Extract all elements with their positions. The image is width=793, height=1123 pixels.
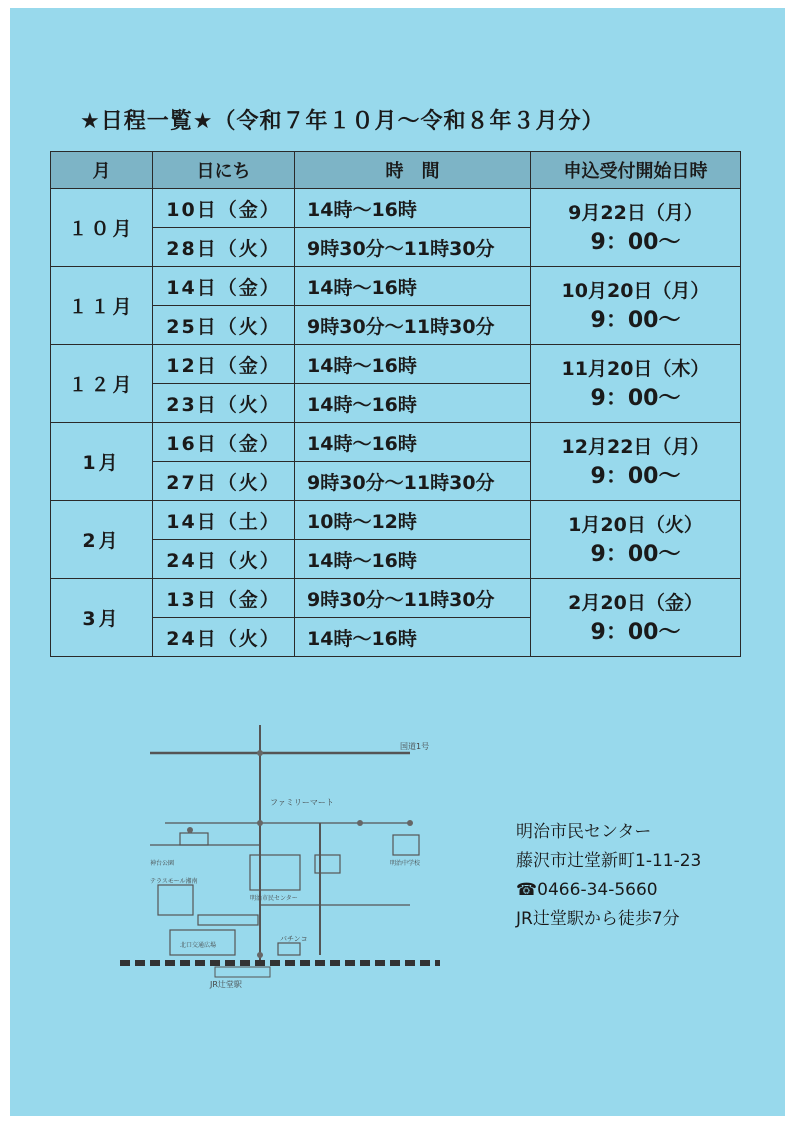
day-cell: 24日（火） (153, 618, 295, 657)
table-row (51, 189, 741, 228)
day-cell: 24日（火） (153, 540, 295, 579)
apply-cell (531, 267, 741, 345)
bus-stop-icon (257, 952, 263, 958)
day-cell: 14日（土） (153, 501, 295, 540)
header-time: 時 間 (295, 152, 531, 189)
table-row (51, 267, 741, 306)
month-cell: 3月 (51, 579, 153, 657)
month-cell: 1月 (51, 423, 153, 501)
bus-stop-icon (187, 827, 193, 833)
station-building (198, 915, 258, 925)
apply-time: 9：00～ (590, 385, 681, 411)
access-map (110, 705, 450, 1005)
time-cell: 14時～16時 (295, 384, 531, 423)
table-row (51, 579, 741, 618)
bus-stop-icon (357, 820, 363, 826)
table-header-row (51, 152, 741, 189)
month-cell: 2月 (51, 501, 153, 579)
day-cell: 14日（金） (153, 267, 295, 306)
center-access: JR辻堂駅から徒歩7分 (516, 909, 680, 929)
center-address: 藤沢市辻堂新町1-11-23 (516, 851, 702, 871)
time-cell: 14時～16時 (295, 423, 531, 462)
day-cell: 13日（金） (153, 579, 295, 618)
time-cell: 9時30分～11時30分 (295, 579, 531, 618)
map-label-station: JR辻堂駅 (210, 980, 242, 989)
day-cell: 10日（金） (153, 189, 295, 228)
header-apply: 申込受付開始日時 (531, 152, 741, 189)
table-row (51, 423, 741, 462)
apply-time: 9：00～ (590, 541, 681, 567)
bus-stop-icon (407, 820, 413, 826)
month-cell: １１月 (51, 267, 153, 345)
school-block (393, 835, 419, 855)
shop-block (180, 833, 208, 845)
apply-time: 9：00～ (590, 463, 681, 489)
time-cell: 14時～16時 (295, 267, 531, 306)
apply-cell (531, 501, 741, 579)
apply-time: 9：00～ (590, 307, 681, 333)
time-cell: 9時30分～11時30分 (295, 306, 531, 345)
bus-stop-icon (257, 750, 263, 756)
apply-date: 1月20日（火） (568, 513, 703, 536)
day-cell: 12日（金） (153, 345, 295, 384)
day-cell: 16日（金） (153, 423, 295, 462)
center-name: 明治市民センター (516, 822, 652, 842)
building-block (315, 855, 340, 873)
contact-info (516, 818, 701, 934)
time-cell: 14時～16時 (295, 189, 531, 228)
map-label-park: 神台公園 (150, 860, 175, 867)
time-cell: 14時～16時 (295, 345, 531, 384)
schedule-title: ★日程一覧★（令和７年１０月～令和８年３月分） (80, 109, 605, 134)
apply-date: 10月20日（月） (561, 279, 710, 302)
time-cell: 14時～16時 (295, 618, 531, 657)
header-day: 日にち (153, 152, 295, 189)
apply-cell (531, 579, 741, 657)
apply-cell (531, 423, 741, 501)
map-label-route1: 国道1号 (400, 742, 430, 751)
apply-date: 2月20日（金） (568, 591, 703, 614)
map-label-pachinko: パチンコ (280, 935, 308, 943)
day-cell: 23日（火） (153, 384, 295, 423)
center-building (250, 855, 300, 890)
map-label-north-plaza: 北口交通広場 (180, 942, 217, 949)
center-phone: ☎0466-34-5660 (516, 880, 658, 900)
day-cell: 25日（火） (153, 306, 295, 345)
apply-cell (531, 345, 741, 423)
month-cell: １２月 (51, 345, 153, 423)
table-row (51, 501, 741, 540)
time-cell: 14時～16時 (295, 540, 531, 579)
time-cell: 9時30分～11時30分 (295, 228, 531, 267)
header-month: 月 (51, 152, 153, 189)
day-cell: 28日（火） (153, 228, 295, 267)
map-label-center: 明治市民センター (250, 895, 298, 902)
apply-cell (531, 189, 741, 267)
map-label-family-mart: ファミリーマート (270, 798, 334, 807)
station-box (215, 967, 270, 977)
map-label-terrace-mall: テラスモール湘南 (150, 878, 198, 885)
pachinko-block (278, 943, 300, 955)
apply-time: 9：00～ (590, 229, 681, 255)
map-label-school: 明治中学校 (390, 860, 421, 867)
apply-date: 9月22日（月） (568, 201, 703, 224)
terrace-mall-block (158, 885, 193, 915)
apply-time: 9：00～ (590, 619, 681, 645)
time-cell: 10時～12時 (295, 501, 531, 540)
month-cell: １０月 (51, 189, 153, 267)
table-row (51, 345, 741, 384)
time-cell: 9時30分～11時30分 (295, 462, 531, 501)
schedule-table (50, 151, 741, 657)
bus-stop-icon (257, 820, 263, 826)
apply-date: 12月22日（月） (561, 435, 710, 458)
day-cell: 27日（火） (153, 462, 295, 501)
apply-date: 11月20日（木） (561, 357, 710, 380)
